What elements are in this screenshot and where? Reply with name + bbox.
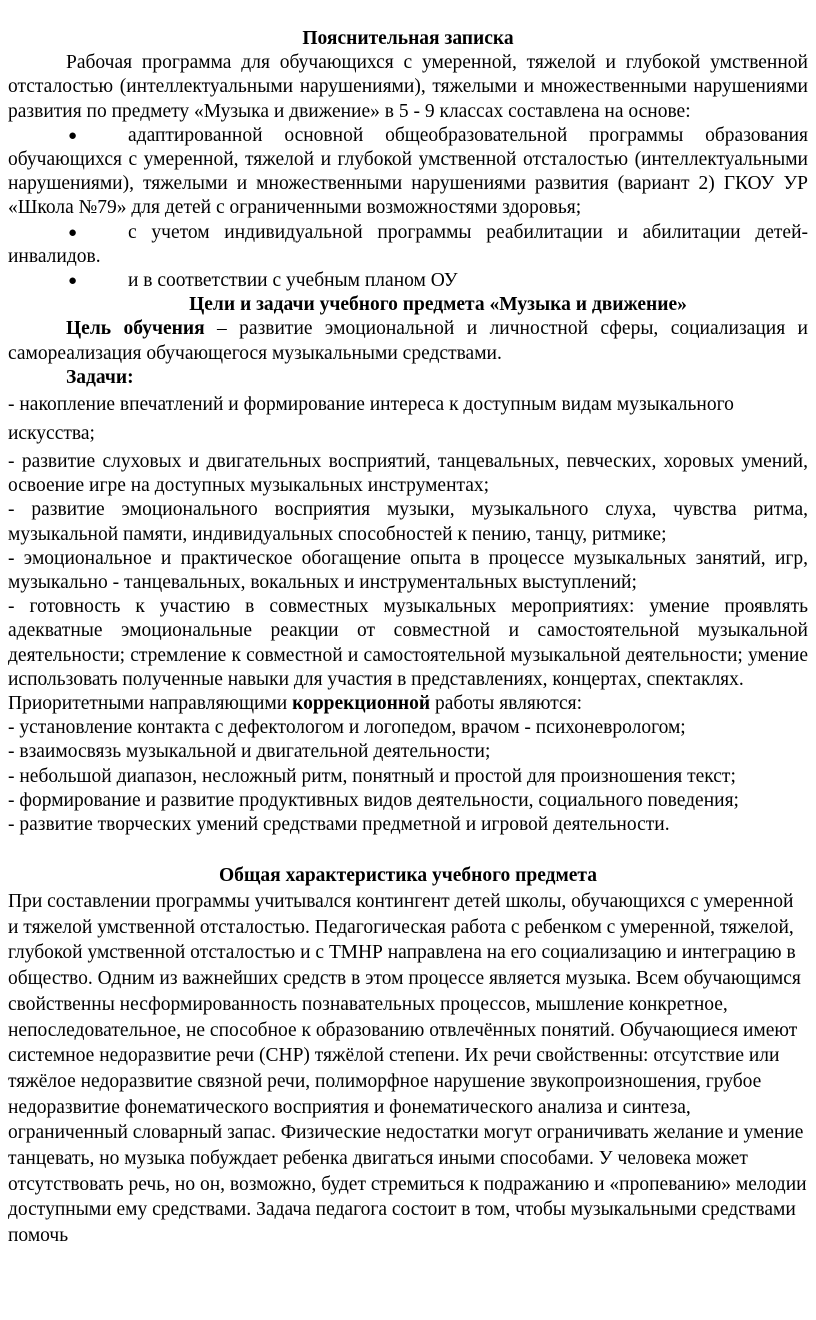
bullet-dot-icon: ● [68,273,78,290]
bullet-text: с учетом индивидуальной программы реабилитации и абилитации детей-инвалидов. [8,221,808,267]
bullet-item [8,221,808,269]
task-item: - эмоциональное и практическое обогащение опыта в процессе музыкальных занятий, игр, музыкально - танцевальных, вокальных и инструментальных выступлений; [8,547,808,594]
priority-intro [8,692,808,716]
goal-text: – развитие эмоциональной и личностной сферы, социализация и самореализация обучающегося музыкальными средствами. [8,318,808,364]
task-item: - накопление впечатлений и формирование интереса к доступным видам музыкального искусства; [8,394,734,445]
bullet-text: адаптированной основной общеобразовательной программы образования обучающихся с умеренной, тяжелой и глубокой умственной отсталостью (интеллектуальными нарушениями), тяжелыми и множественными нарушениями развития (вариант 2) ГКОУ УР «Школа №79» для детей с ограниченными возможностями здоровья; [8,124,808,219]
section-title-general: Общая характеристика учебного предмета [219,865,597,887]
priority-post: работы являются: [430,693,583,715]
priority-bold: коррекционной [292,693,431,715]
bullet-text: и в соответствии с учебным планом ОУ [128,270,458,292]
task-item: - развитие эмоционального восприятия музыки, музыкального слуха, чувства ритма, музыкальной памяти, индивидуальных способностей к пению, танцу, ритмике; [8,499,808,545]
priority-item: - небольшой диапазон, несложный ритм, понятный и простой для произношения текст; [8,765,736,787]
goal-label: Цель обучения [66,318,205,340]
task-item: - готовность к участию в совместных музыкальных мероприятиях: умение проявлять адекватные эмоциональные реакции от совместной и самостоятельной музыкальной деятельности; стремление к совместной и самостоятельной музыкальной деятельности; умение использовать полученные навыки для участия в представлениях, концертах, спектаклях. [8,596,808,690]
bullet-item [8,124,808,221]
section-title-goals: Цели и задачи учебного предмета «Музыка и движение» [189,294,687,316]
bullet-dot-icon: ● [68,224,78,241]
priority-item: - формирование и развитие продуктивных видов деятельности, социального поведения; [8,789,739,811]
priority-pre: Приоритетными направляющими [8,693,293,715]
explanatory-note-section [0,27,816,837]
bullet-dot-icon: ● [68,127,78,144]
section-title-explanatory-note: Пояснительная записка [302,28,514,49]
goal-paragraph [8,317,808,365]
priority-item: - взаимосвязь музыкальной и двигательной деятельности; [8,741,491,763]
priority-item: - развитие творческих умений средствами предметной и игровой деятельности. [8,814,670,836]
general-characteristics-section [0,863,816,1249]
tasks-label: Задачи: [66,366,134,388]
intro-paragraph: Рабочая программа для обучающихся с умеренной, тяжелой и глубокой умственной отсталостью (интеллектуальными нарушениями), тяжелыми и множественными нарушениями развития по предмету «Музыка и движение» в 5 - 9 классах составлена на основе: [8,52,808,122]
task-item: - развитие слуховых и двигательных восприятий, танцевальных, певческих, хоровых умений, освоение игре на доступных музыкальных инструментах; [8,451,808,497]
bullet-item [8,269,808,293]
general-paragraph: При составлении программы учитывался контингент детей школы, обучающихся с умеренной и тяжелой умственной отсталостью. Педагогическая работа с ребенком с умеренной, тяжелой, глубокой умственной отсталостью и с ТМНР направлена на его социализацию и интеграцию в общество. Одним из важнейших средств в этом процессе является музыка. Всем обучающимся свойственны несформированность познавательных процессов, мышление конкретное, непоследовательное, не способное к образованию отвлечённых понятий. Обучающиеся имеют системное недоразвитие речи (СНР) тяжёлой степени. Их речи свойственны: отсутствие или тяжёлое недоразвитие связной речи, полиморфное нарушение звукопроизношения, грубое недоразвитие фонематического восприятия и фонематического анализа и синтеза, ограниченный словарный запас. Физические недостатки могут ограничивать желание и умение танцевать, но музыка побуждает ребенка двигаться иными способами. У человека может отсутствовать речь, но он, возможно, будет стремиться к подражанию и «пропеванию» мелодии доступными ему средствами. Задача педагога состоит в том, чтобы музыкальными средствами помочь [8,891,807,1247]
priority-item: - установление контакта с дефектологом и логопедом, врачом - психоневрологом; [8,717,686,739]
